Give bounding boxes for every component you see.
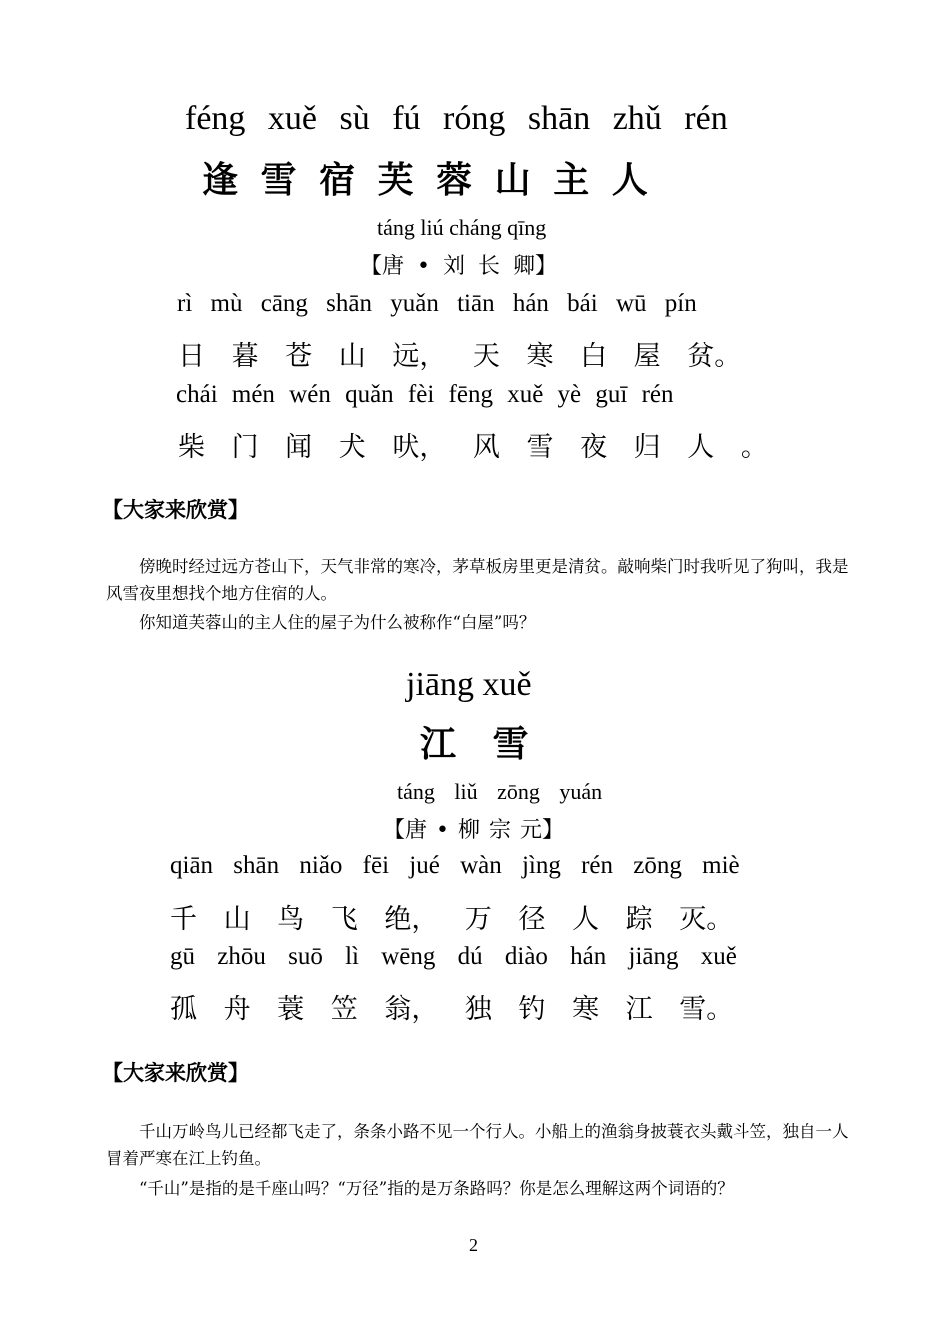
poem1-author-pinyin: táng liú cháng qīng: [377, 215, 547, 240]
poem2-line2: 孤 舟 蓑 笠 翁， 独 钓 寒 江 雪。: [170, 994, 734, 1025]
poem1-line2-pinyin: chái mén wén quǎn fèi fēng xuě yè guī rén: [176, 381, 674, 408]
poem2-line2-pinyin: gū zhōu suō lì wēng dú diào hán jiāng xuě: [170, 943, 737, 970]
poem1-line1: 日 暮 苍 山 远， 天 寒 白 屋 贫。: [178, 341, 742, 372]
appreciation2-heading: 【大家来欣赏】: [102, 1061, 249, 1085]
poem1-line2: 柴 门 闻 犬 吠， 风 雪 夜 归 人 。: [178, 432, 768, 463]
page-number: 2: [469, 1235, 478, 1255]
poem1-line1-pinyin: rì mù cāng shān yuǎn tiān hán bái wū pín: [177, 290, 697, 317]
poem2-author-pinyin: táng liǔ zōng yuán: [397, 779, 603, 804]
poem2-title-pinyin: jiāng xuě: [406, 666, 532, 703]
appreciation1-heading: 【大家来欣赏】: [102, 498, 249, 522]
poem1-title-pinyin: féng xuě sù fú róng shān zhǔ rén: [185, 100, 728, 137]
poem2-author: 【唐 • 柳 宗 元】: [383, 818, 564, 843]
poem2-line1-pinyin: qiān shān niǎo fēi jué wàn jìng rén zōng miè: [170, 852, 740, 879]
appreciation2-para2: “千山”是指的是千座山吗？“万径”指的是万条路吗？你是怎么理解这两个词语的？: [139, 1179, 734, 1198]
poem2-title: 江 雪: [420, 724, 529, 765]
appreciation1-para2: 你知道芙蓉山的主人住的屋子为什么被称作“白屋”吗？: [139, 613, 536, 632]
appreciation2-para1: 千山万岭鸟儿已经都飞走了，条条小路不见一个行人。小船上的渔翁身披蓑衣头戴斗笠，独自一人冒着严寒在江上钓鱼。: [106, 1122, 849, 1168]
appreciation1-para1: 傍晚时经过远方苍山下，天气非常的寒冷，茅草板房里更是清贫。敲响柴门时我听见了狗叫，我是风雪夜里想找个地方住宿的人。: [106, 557, 849, 603]
poem1-author: 【唐 • 刘 长 卿】: [360, 254, 557, 279]
poem2-line1: 千 山 鸟 飞 绝， 万 径 人 踪 灭。: [170, 904, 734, 935]
poem1-title: 逢 雪 宿 芙 蓉 山 主 人: [202, 160, 648, 201]
